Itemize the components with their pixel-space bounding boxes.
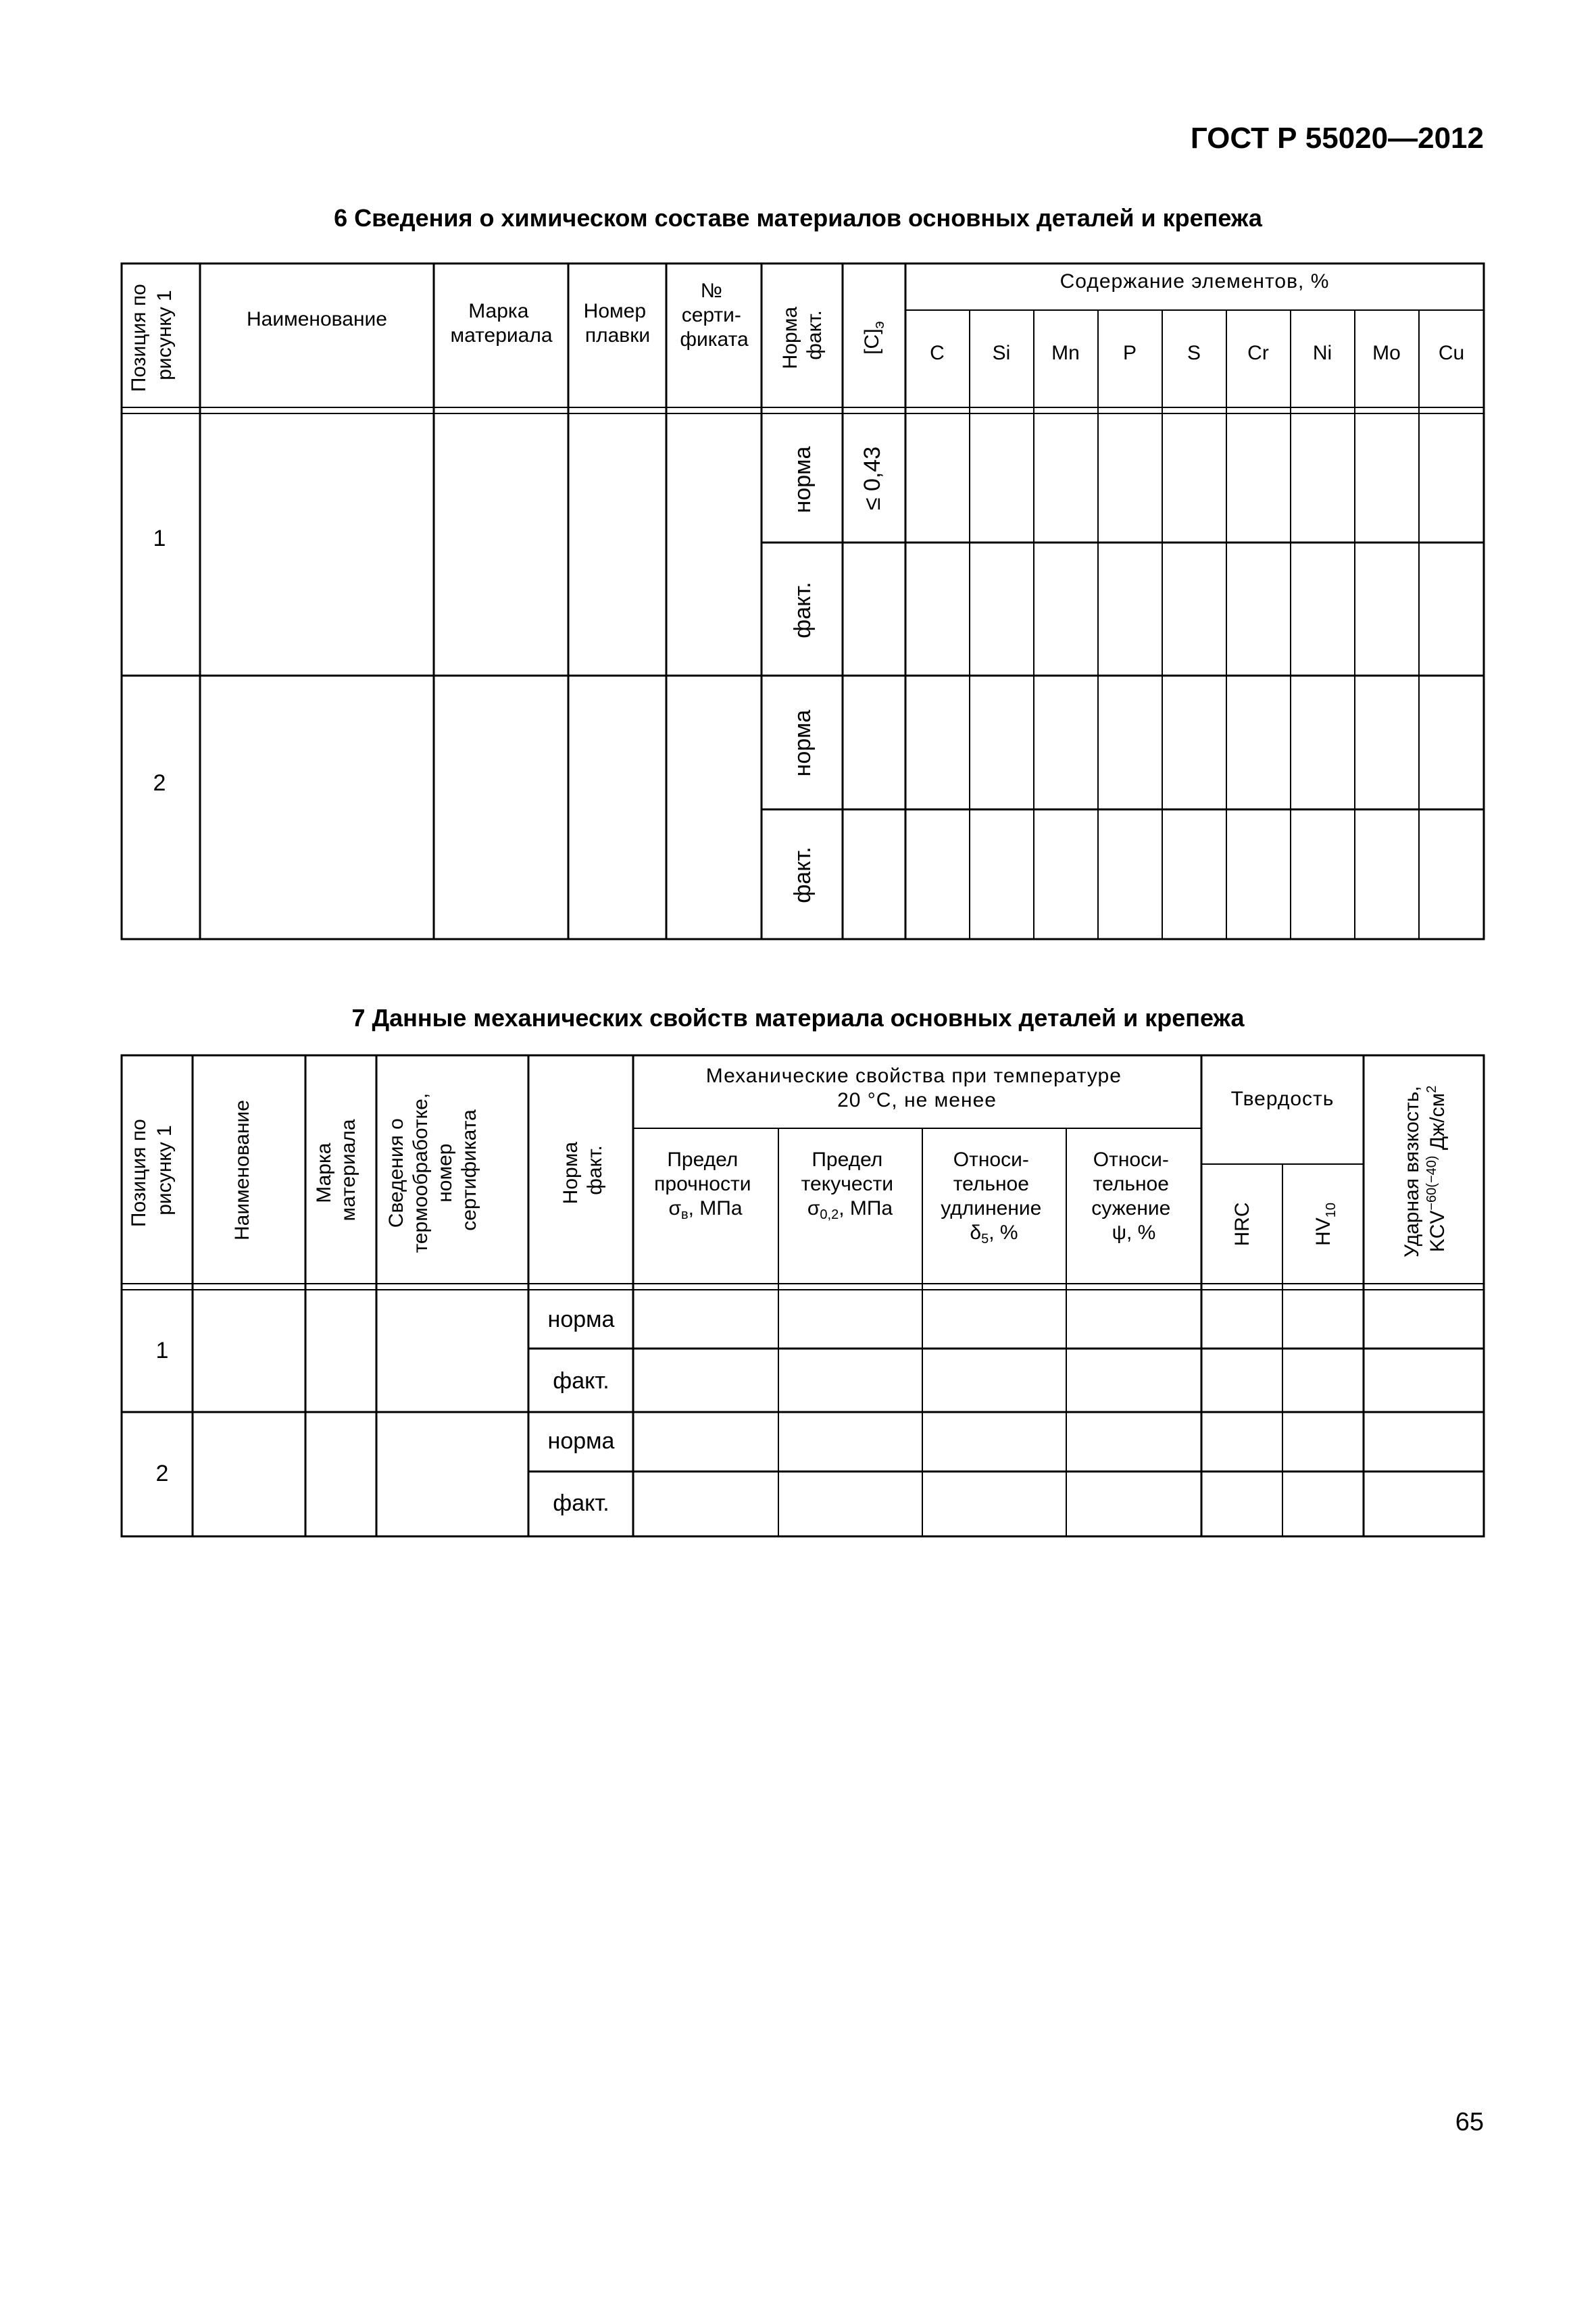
t6-element-ni: Ni bbox=[1312, 342, 1332, 364]
t7-header-mech-group: Механические свойства при температуре 20 °C, не менее bbox=[705, 1065, 1122, 1111]
t7-header-elongation: Относи- тельное удлинение $\delta_5$, % bbox=[941, 1149, 1042, 1247]
t6-row1-fact: факт. bbox=[790, 582, 816, 638]
t6-header-grade: Марка материала bbox=[450, 300, 553, 347]
t7-header-hv: $HV_{10}$ bbox=[1312, 1203, 1339, 1246]
t6-element-mo: Mo bbox=[1372, 342, 1401, 364]
page-number: 65 bbox=[1455, 2108, 1484, 2136]
t7-header-impact: Ударная вязкость, $KCV^{-60(-40)}$ $Дж/см^2$ bbox=[1401, 1085, 1449, 1258]
t7-header-name: Наименование bbox=[231, 1100, 253, 1240]
t6-row1-ce-norm: ≤ 0,43 bbox=[859, 446, 885, 511]
document-code: ГОСТ Р 55020—2012 bbox=[1190, 122, 1484, 155]
t7-row2-norm: норма bbox=[547, 1428, 615, 1454]
t7-row2-fact: факт. bbox=[553, 1490, 609, 1516]
table7-title: 7 Данные механических свойств материала основных деталей и крепежа bbox=[351, 1004, 1245, 1032]
t6-element-c: C bbox=[930, 342, 945, 364]
t7-header-hrc: HRC bbox=[1231, 1202, 1253, 1247]
t6-header-position: Позиция по рисунку 1 bbox=[128, 284, 176, 393]
t7-header-grade: Марка материала bbox=[313, 1119, 359, 1222]
t6-row2-fact: факт. bbox=[790, 847, 816, 903]
t6-header-name: Наименование bbox=[247, 308, 387, 330]
t6-header-cert: № серти- фиката bbox=[680, 280, 749, 351]
t7-row1-norm: норма bbox=[547, 1307, 615, 1332]
t7-header-hardness-group: Твердость bbox=[1230, 1088, 1335, 1110]
t6-element-mn: Mn bbox=[1051, 342, 1080, 364]
t6-row1-position: 1 bbox=[153, 526, 166, 551]
t7-header-position: Позиция по рисунку 1 bbox=[128, 1119, 176, 1228]
table7-border bbox=[122, 1055, 1484, 1536]
t7-header-reduction: Относи- тельное сужение ψ, % bbox=[1091, 1149, 1171, 1244]
t7-row1-fact: факт. bbox=[553, 1368, 609, 1394]
t6-element-s: S bbox=[1187, 342, 1201, 364]
t6-header-norm: Норма факт. bbox=[779, 307, 826, 370]
t7-header-heat-treatment: Сведения о термообработке, номер сертификата bbox=[385, 1092, 480, 1253]
t6-element-cu: Cu bbox=[1438, 342, 1465, 364]
t7-row2-position: 2 bbox=[155, 1461, 169, 1486]
t6-row1-norm: норма bbox=[790, 446, 816, 513]
t6-row2-position: 2 bbox=[153, 770, 166, 796]
t6-header-heat: Номер плавки bbox=[583, 300, 651, 347]
t6-element-si: Si bbox=[992, 342, 1011, 364]
t6-element-p: P bbox=[1122, 342, 1137, 364]
t7-header-yield: Предел текучести $\sigma_{0,2}$, МПа bbox=[801, 1149, 894, 1222]
t7-header-tensile: Предел прочности $\sigma_в$, МПа bbox=[654, 1149, 751, 1222]
table6-title: 6 Сведения о химическом составе материалов основных деталей и крепежа bbox=[334, 204, 1262, 232]
t6-row2-norm: норма bbox=[790, 709, 816, 777]
t7-header-norm: Норма факт. bbox=[559, 1142, 606, 1205]
t6-header-ce: $[C]_э$ bbox=[861, 321, 887, 355]
t6-header-elements-group: Содержание элементов, % bbox=[1059, 270, 1330, 293]
t6-element-cr: Cr bbox=[1247, 342, 1269, 364]
t7-row1-position: 1 bbox=[155, 1338, 169, 1363]
